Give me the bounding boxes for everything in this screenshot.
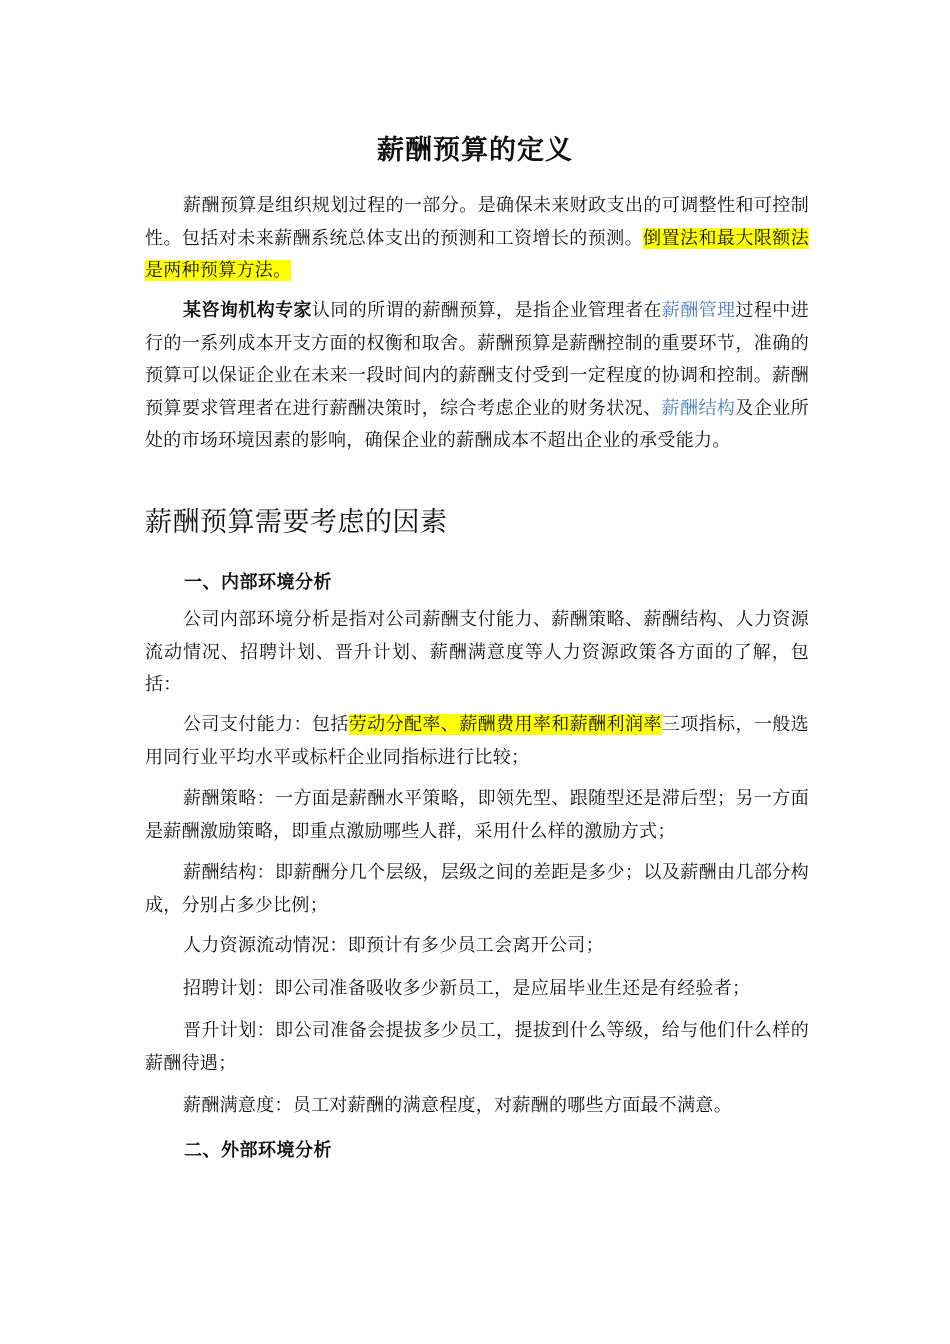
- paragraph-recruitment: 招聘计划：即公司准备吸收多少新员工，是应届毕业生还是有经验者；: [183, 978, 751, 999]
- paragraph-structure: 薪酬结构：即薪酬分几个层级，层级之间的差距是多少；以及薪酬由几部分构成，分别占多少比例；: [145, 862, 809, 916]
- paragraph-definition: [145, 190, 809, 288]
- highlighted-text: 倒置法和最大限额法是两种预算方法。: [145, 227, 809, 281]
- paragraph-expert-view: [145, 295, 809, 458]
- paragraph-satisfaction: 薪酬满意度：员工对薪酬的满意程度，对薪酬的哪些方面最不满意。: [183, 1095, 732, 1116]
- paragraph-text-1: 认同的所谓的薪酬预算，是指企业管理者在: [311, 300, 662, 321]
- paragraph-hr-flow: 人力资源流动情况：即预计有多少员工会离开公司；: [183, 935, 604, 956]
- paragraph-text-3: 及企业所处的市场环境因素的影响，确保企业的薪酬成本不超出企业的承受能力。: [145, 397, 809, 451]
- bold-lead-text: 某咨询机构专家: [183, 300, 312, 321]
- paragraph-text-2: 过程中进行的一系列成本开支方面的权衡和取舍。薪酬预算是薪酬控制的重要环节，准确的预算可以保证企业在未来一段时间内的薪酬支付受到一定程度的协调和控制。薪酬预算要求管理者在进行薪酬决策时，综合考虑企业的财务状况、: [145, 300, 809, 419]
- paragraph-text: 三项指标，一般选用同行业平均水平或标杆企业同指标进行比较；: [145, 714, 809, 768]
- paragraph-text: 公司支付能力：包括: [183, 714, 349, 735]
- subheading-external: 二、外部环境分析: [184, 1140, 332, 1161]
- paragraph-strategy: 薪酬策略：一方面是薪酬水平策略，即领先型、跟随型还是滞后型；另一方面是薪酬激励策略，即重点激励哪些人群，采用什么样的激励方式；: [145, 788, 809, 842]
- paragraph-promotion: 晋升计划：即公司准备会提拔多少员工，提拔到什么等级，给与他们什么样的薪酬待遇；: [145, 1020, 809, 1074]
- link-salary-management[interactable]: 薪酬管理: [661, 300, 736, 321]
- paragraph-definition-text: 薪酬预算是组织规划过程的一部分。是确保未来财政支出的可调整性和可控制性。包括对未来薪酬系统总体支出的预测和工资增长的预测。: [145, 195, 809, 249]
- highlighted-text: 劳动分配率、薪酬费用率和薪酬利润率: [348, 714, 662, 735]
- link-salary-structure[interactable]: 薪酬结构: [661, 397, 736, 419]
- subheading-internal: 一、内部环境分析: [184, 572, 332, 593]
- paragraph-internal-analysis: 公司内部环境分析是指对公司薪酬支付能力、薪酬策略、薪酬结构、人力资源流动情况、招聘计划、晋升计划、薪酬满意度等人力资源政策各方面的了解，包括：: [145, 609, 809, 695]
- paragraph-payment-ability: [145, 709, 809, 774]
- section-heading: 薪酬预算需要考虑的因素: [145, 507, 448, 538]
- page-title: 薪酬预算的定义: [377, 135, 573, 166]
